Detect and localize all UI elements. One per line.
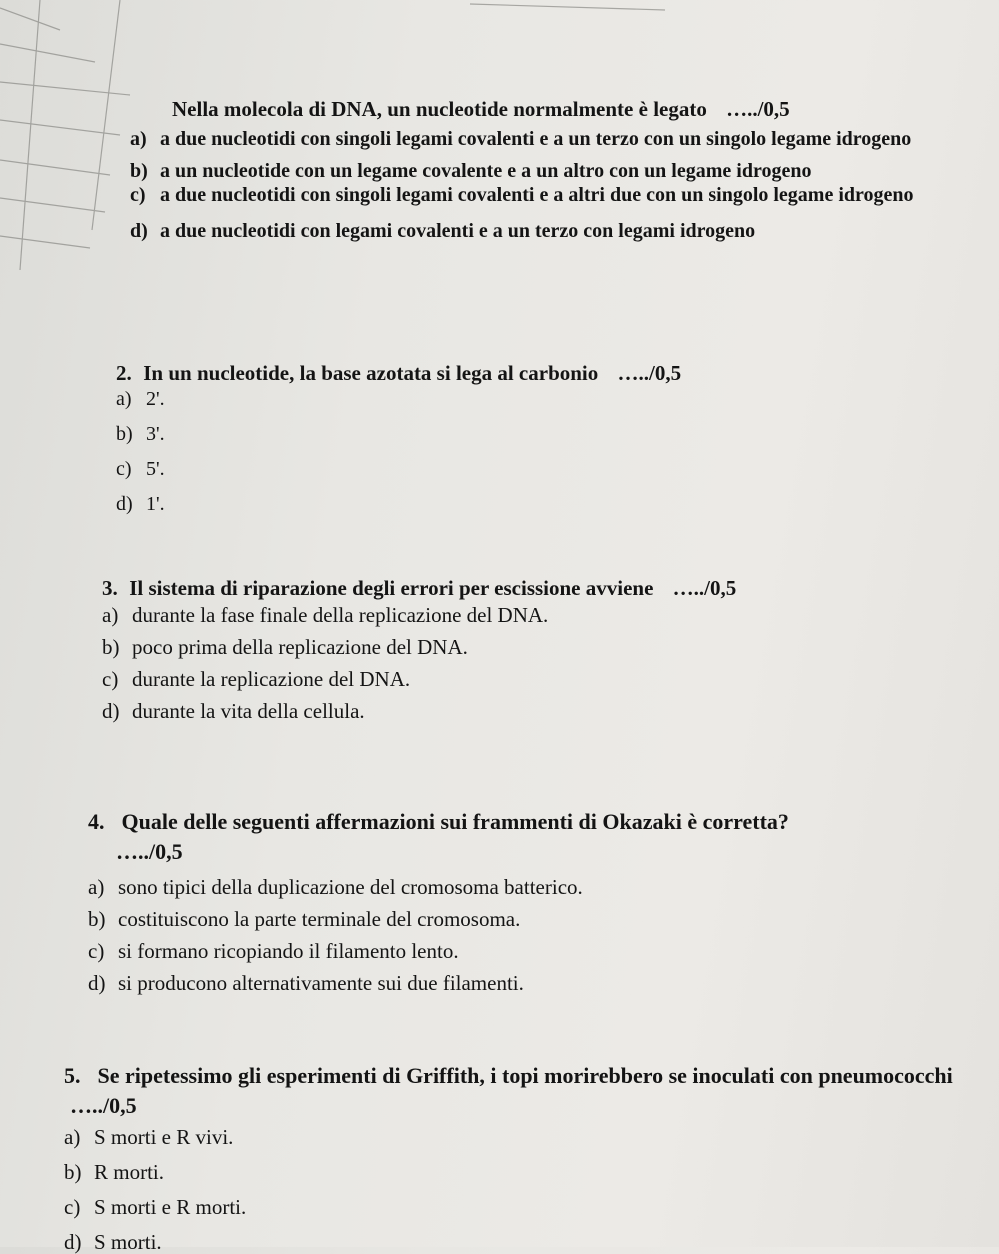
question-2-options <box>116 387 966 516</box>
option-text: a due nucleotidi con singoli legami covalenti e a un terzo con un singolo legame idrogeno <box>160 128 912 150</box>
question-score: …../0,5 <box>116 839 183 864</box>
option-letter: b) <box>88 907 106 931</box>
question-number: 3. <box>102 576 118 600</box>
option-c <box>102 667 972 691</box>
option-text: durante la fase finale della replicazione del DNA. <box>132 603 549 627</box>
question-stem <box>116 361 966 385</box>
question-text: In un nucleotide, la base azotata si lega al carbonio <box>143 361 599 385</box>
option-a <box>88 875 968 899</box>
option-text: si producono alternativamente sui due filamenti. <box>118 971 524 995</box>
option-letter: b) <box>64 1160 82 1184</box>
question-text: Se ripetessimo gli esperimenti di Griffith, i topi morirebbero se inoculati con pneumococchi <box>97 1063 953 1088</box>
question-score: …../0,5 <box>617 361 682 385</box>
option-letter: c) <box>102 667 119 691</box>
question-score: …../0,5 <box>672 576 737 600</box>
question-2 <box>116 361 966 516</box>
option-a <box>116 387 966 411</box>
option-text: 5'. <box>146 458 165 480</box>
option-text: 1'. <box>146 493 165 515</box>
option-letter: d) <box>116 493 133 515</box>
question-text: Quale delle seguenti affermazioni sui frammenti di Okazaki è corretta? <box>121 809 789 834</box>
option-text: durante la replicazione del DNA. <box>132 667 411 691</box>
option-text: a due nucleotidi con legami covalenti e a un terzo con legami idrogeno <box>160 220 756 242</box>
option-a <box>130 127 945 151</box>
option-a <box>64 1125 964 1149</box>
option-text: poco prima della replicazione del DNA. <box>132 635 468 659</box>
question-stem <box>102 576 972 600</box>
question-1-options <box>130 127 945 243</box>
option-text: sono tipici della duplicazione del cromosoma batterico. <box>118 875 583 899</box>
question-number: 4. <box>88 809 105 834</box>
option-letter: a) <box>116 388 132 410</box>
question-4 <box>88 807 968 995</box>
option-letter: c) <box>88 939 105 963</box>
option-text: 2'. <box>146 388 165 410</box>
option-text: durante la vita della cellula. <box>132 699 365 723</box>
option-d <box>130 219 945 243</box>
option-letter: a) <box>64 1125 81 1149</box>
option-text: S morti e R vivi. <box>94 1125 234 1149</box>
question-score: …../0,5 <box>70 1093 137 1118</box>
option-d <box>102 699 972 723</box>
option-a <box>102 603 972 627</box>
option-b <box>130 159 945 183</box>
question-5 <box>64 1061 964 1254</box>
question-number: 2. <box>116 361 132 385</box>
option-b <box>64 1160 964 1184</box>
question-stem <box>88 807 968 867</box>
option-letter: d) <box>130 220 148 242</box>
question-number: 5. <box>64 1063 81 1088</box>
option-letter: d) <box>64 1230 82 1254</box>
question-3-options <box>102 603 972 723</box>
question-score: …../0,5 <box>726 97 790 121</box>
question-4-options <box>88 875 968 995</box>
option-text: 3'. <box>146 423 165 445</box>
option-d <box>116 492 966 516</box>
option-letter: b) <box>102 635 120 659</box>
option-c <box>64 1195 964 1219</box>
option-text: S morti. <box>94 1230 162 1254</box>
option-text: si formano ricopiando il filamento lento. <box>118 939 459 963</box>
option-c <box>130 183 945 207</box>
option-letter: b) <box>130 160 148 182</box>
question-5-options <box>64 1125 964 1254</box>
option-letter: a) <box>88 875 105 899</box>
option-c <box>88 939 968 963</box>
option-letter: c) <box>130 184 146 206</box>
option-b <box>116 422 966 446</box>
option-text: S morti e R morti. <box>94 1195 247 1219</box>
option-letter: b) <box>116 423 133 445</box>
option-b <box>88 907 968 931</box>
question-stem <box>150 97 950 121</box>
option-d <box>64 1230 964 1254</box>
option-letter: d) <box>102 699 120 723</box>
option-letter: c) <box>64 1195 81 1219</box>
question-text: Il sistema di riparazione degli errori per escissione avviene <box>129 576 654 600</box>
option-letter: d) <box>88 971 106 995</box>
option-d <box>88 971 968 995</box>
option-c <box>116 457 966 481</box>
option-text: costituiscono la parte terminale del cromosoma. <box>118 907 521 931</box>
option-b <box>102 635 972 659</box>
question-text: Nella molecola di DNA, un nucleotide normalmente è legato <box>172 97 707 121</box>
option-letter: a) <box>130 128 147 150</box>
option-text: a due nucleotidi con singoli legami covalenti e a altri due con un singolo legame idrogeno <box>160 184 914 206</box>
question-1 <box>150 97 950 121</box>
question-stem <box>64 1061 964 1121</box>
question-3 <box>102 576 972 723</box>
option-text: a un nucleotide con un legame covalente e a un altro con un legame idrogeno <box>160 160 812 182</box>
option-text: R morti. <box>94 1160 165 1184</box>
option-letter: a) <box>102 603 119 627</box>
option-letter: c) <box>116 458 132 480</box>
